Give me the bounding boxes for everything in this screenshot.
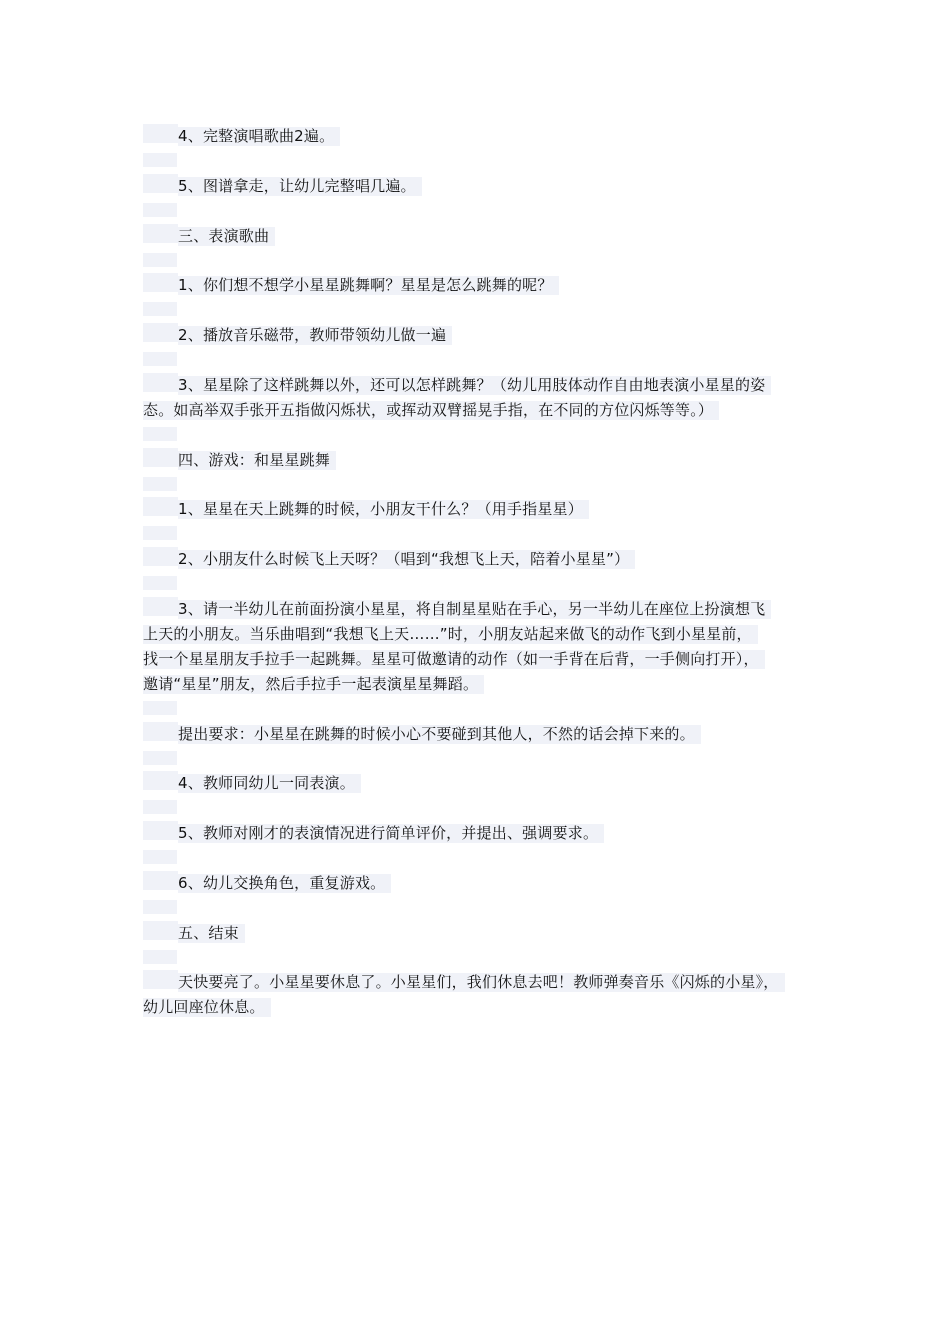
- paragraph: [143, 771, 833, 796]
- paragraph-line: [143, 970, 833, 995]
- paragraph: [143, 547, 833, 572]
- paragraph-text: 2、小朋友什么时候飞上天呀？（唱到“我想飞上天，陪着小星星”）: [178, 550, 635, 569]
- blank-line-highlight: [143, 253, 177, 267]
- indent-highlight: [143, 273, 178, 292]
- paragraph-text: 4、完整演唱歌曲2遍。: [178, 127, 340, 146]
- blank-line-highlight: [143, 950, 177, 964]
- blank-line-highlight: [143, 302, 177, 316]
- paragraph-line: [143, 622, 833, 647]
- blank-line-highlight: [143, 576, 177, 590]
- indent-highlight: [143, 124, 178, 143]
- paragraph-text: 6、幼儿交换角色，重复游戏。: [178, 874, 391, 893]
- paragraph-line: [143, 921, 833, 946]
- indent-highlight: [143, 821, 178, 840]
- paragraph: [143, 174, 833, 199]
- paragraph-text: 3、请一半幼儿在前面扮演小星星，将自制星星贴在手心，另一半幼儿在座位上扮演想飞: [178, 600, 771, 619]
- paragraph-text: 5、教师对刚才的表演情况进行简单评价，并提出、强调要求。: [178, 824, 604, 843]
- paragraph-line: [143, 448, 833, 473]
- section-heading: [143, 224, 833, 249]
- paragraph-line: [143, 323, 833, 348]
- paragraph-text: 提出要求：小星星在跳舞的时候小心不要碰到其他人，不然的话会掉下来的。: [178, 725, 701, 744]
- paragraph-line: [143, 224, 833, 249]
- paragraph: [143, 722, 833, 747]
- paragraph: [143, 970, 833, 1020]
- indent-highlight: [143, 448, 178, 467]
- blank-line-highlight: [143, 850, 177, 864]
- blank-line-highlight: [143, 800, 177, 814]
- indent-highlight: [143, 323, 178, 342]
- blank-line-highlight: [143, 701, 177, 715]
- paragraph-line: [143, 722, 833, 747]
- paragraph-text: 5、图谱拿走，让幼儿完整唱几遍。: [178, 177, 422, 196]
- paragraph-line: [143, 995, 833, 1020]
- blank-line-highlight: [143, 526, 177, 540]
- paragraph-text: 找一个星星朋友手拉手一起跳舞。星星可做邀请的动作（如一手背在后背，一手侧向打开），: [143, 650, 765, 669]
- blank-line-highlight: [143, 352, 177, 366]
- paragraph-line: [143, 124, 833, 149]
- indent-highlight: [143, 771, 178, 790]
- heading-text: 三、表演歌曲: [178, 227, 275, 246]
- paragraph: [143, 871, 833, 896]
- blank-line-highlight: [143, 477, 177, 491]
- paragraph: [143, 124, 833, 149]
- paragraph-text: 上天的小朋友。当乐曲唱到“我想飞上天……”时，小朋友站起来做飞的动作飞到小星星前，: [143, 625, 758, 644]
- paragraph-text: 幼儿回座位休息。: [143, 998, 271, 1017]
- indent-highlight: [143, 871, 178, 890]
- paragraph-text: 邀请“星星”朋友，然后手拉手一起表演星星舞蹈。: [143, 675, 484, 694]
- blank-line-highlight: [143, 427, 177, 441]
- blank-line-highlight: [143, 751, 177, 765]
- paragraph-line: [143, 547, 833, 572]
- paragraph-text: 2、播放音乐磁带，教师带领幼儿做一遍: [178, 326, 452, 345]
- paragraph: [143, 821, 833, 846]
- paragraph-text: 1、星星在天上跳舞的时候，小朋友干什么？（用手指星星）: [178, 500, 589, 519]
- paragraph-text: 4、教师同幼儿一同表演。: [178, 774, 361, 793]
- paragraph: [143, 597, 833, 697]
- indent-highlight: [143, 224, 178, 243]
- paragraph-text: 天快要亮了。小星星要休息了。小星星们，我们休息去吧！教师弹奏音乐《闪烁的小星》，: [178, 973, 785, 992]
- blank-line-highlight: [143, 900, 177, 914]
- paragraph: [143, 273, 833, 298]
- paragraph-text: 1、你们想不想学小星星跳舞啊？星星是怎么跳舞的呢？: [178, 276, 559, 295]
- paragraph-line: [143, 497, 833, 522]
- paragraph: [143, 323, 833, 348]
- paragraph-line: [143, 672, 833, 697]
- paragraph-line: [143, 821, 833, 846]
- paragraph-line: [143, 174, 833, 199]
- paragraph-line: [143, 597, 833, 622]
- indent-highlight: [143, 497, 178, 516]
- indent-highlight: [143, 373, 178, 392]
- section-heading: [143, 448, 833, 473]
- paragraph-line: [143, 373, 833, 398]
- paragraph-line: [143, 771, 833, 796]
- paragraph: [143, 373, 833, 423]
- indent-highlight: [143, 921, 178, 940]
- paragraph-line: [143, 647, 833, 672]
- indent-highlight: [143, 547, 178, 566]
- paragraph-line: [143, 398, 833, 423]
- heading-text: 五、结束: [178, 924, 245, 943]
- paragraph-line: [143, 871, 833, 896]
- paragraph: [143, 497, 833, 522]
- indent-highlight: [143, 597, 178, 616]
- blank-line-highlight: [143, 203, 177, 217]
- section-heading: [143, 921, 833, 946]
- heading-text: 四、游戏：和星星跳舞: [178, 451, 336, 470]
- indent-highlight: [143, 174, 178, 193]
- paragraph-line: [143, 273, 833, 298]
- indent-highlight: [143, 722, 178, 741]
- indent-highlight: [143, 970, 178, 989]
- paragraph-text: 态。如高举双手张开五指做闪烁状，或挥动双臂摇晃手指，在不同的方位闪烁等等。）: [143, 401, 719, 420]
- paragraph-text: 3、星星除了这样跳舞以外，还可以怎样跳舞？（幼儿用肢体动作自由地表演小星星的姿: [178, 376, 771, 395]
- blank-line-highlight: [143, 153, 177, 167]
